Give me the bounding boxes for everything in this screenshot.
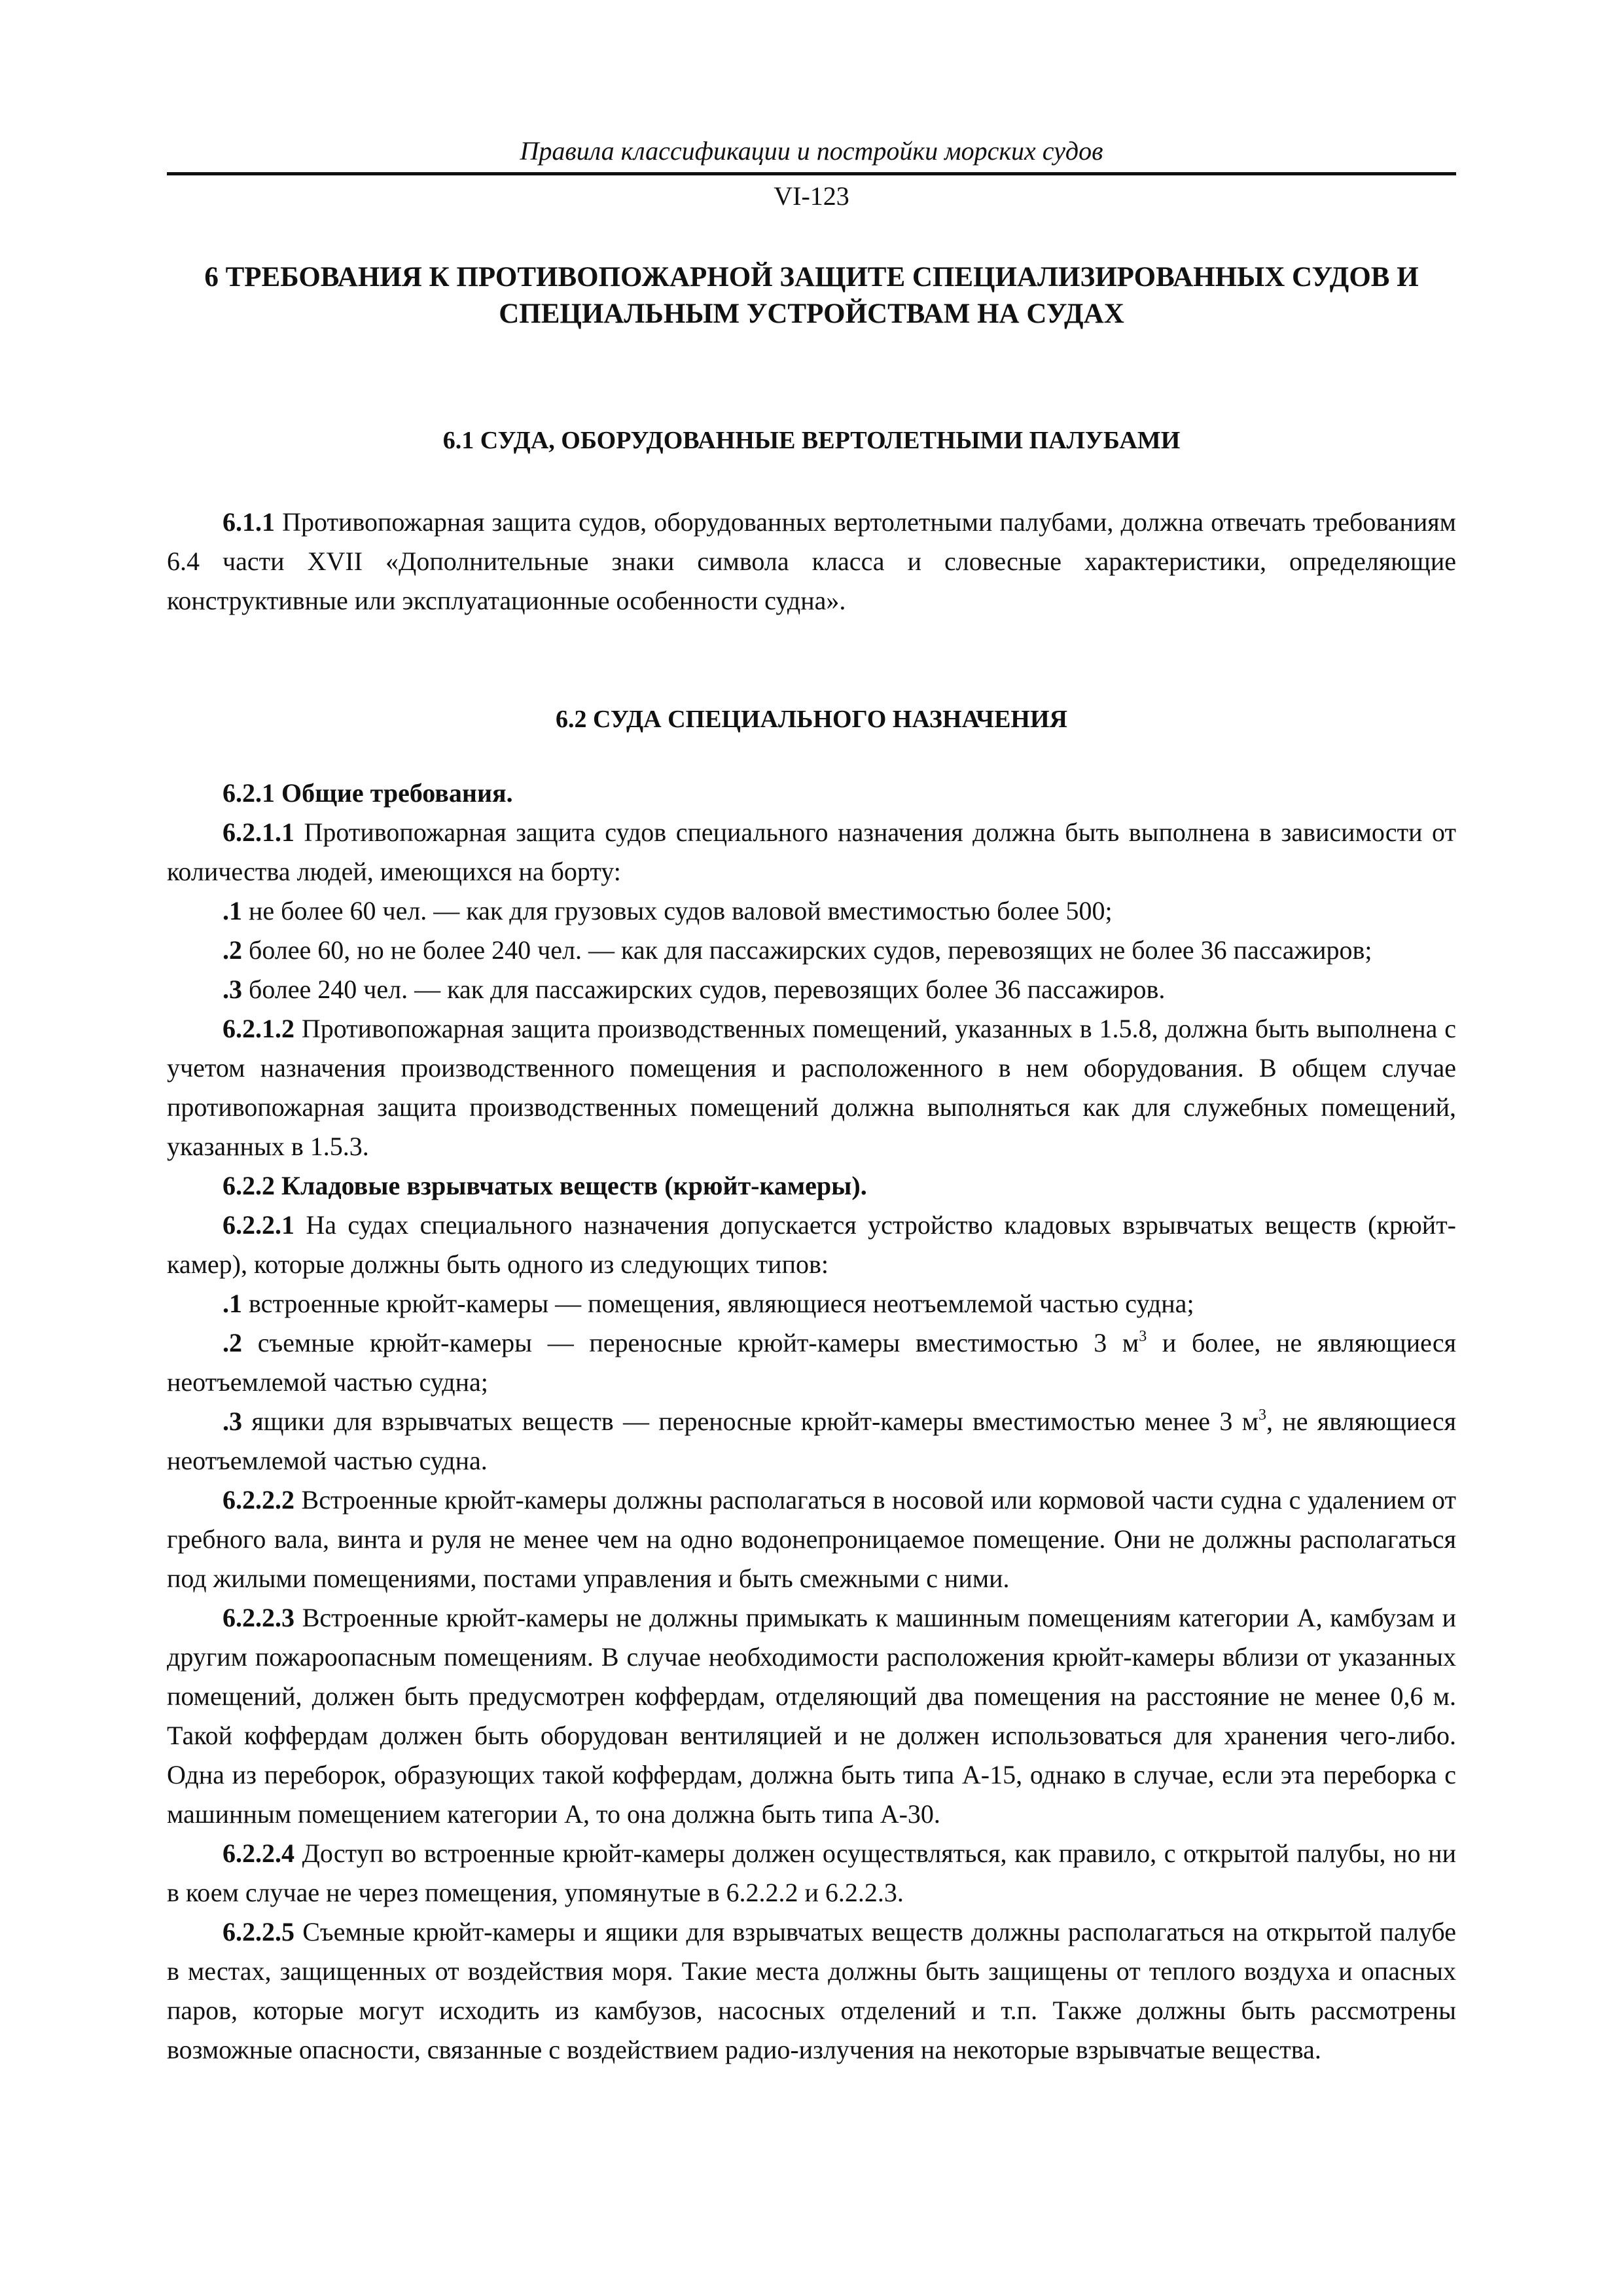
- section-title-6-2: 6.2 СУДА СПЕЦИАЛЬНОГО НАЗНАЧЕНИЯ: [556, 706, 1067, 733]
- paragraph-text: Встроенные крюйт-камеры должны располагаться в носовой или кормовой части судна с удалением от гребного вала, винта и руля не менее чем на одно водонепроницаемое помещение. Они не должны располагаться под жилыми помещениями, постами управления и быть смежными с ними.: [167, 1485, 1456, 1593]
- item-number: .3: [223, 1407, 242, 1436]
- paragraph-text: Встроенные крюйт-камеры не должны примыкать к машинным помещениям категории А, камбузам и другим пожароопасным помещениям. В случае необходимости расположения крюйт-камеры вблизи от указанных помещений, должен быть предусмотрен коффердам, отделяющий два помещения на расстояние не менее 0,6 м. Такой коффердам должен быть оборудован вентиляцией и не должен использоваться для хранения чего-либо. Одна из переборок, образующих такой коффердам, должна быть типа А-15, однако в случае, если эта переборка с машинным помещением категории А, то она должна быть типа А-30.: [167, 1603, 1456, 1829]
- list-item-1: [167, 891, 1456, 931]
- item-text: встроенные крюйт-камеры — помещения, являющиеся неотъемлемой частью судна;: [242, 1289, 1194, 1318]
- list-item-2: [167, 931, 1456, 970]
- paragraph-text: На судах специального назначения допускается устройство кладовых взрывчатых веществ (крюйт-камер), которые должны быть одного из следующих типов:: [167, 1210, 1456, 1279]
- item-number: .2: [223, 935, 242, 965]
- superscript: 3: [1139, 1327, 1147, 1345]
- section-title-6-1: 6.1 СУДА, ОБОРУДОВАННЫЕ ВЕРТОЛЕТНЫМИ ПАЛУБАМИ: [442, 427, 1181, 454]
- page-number: VI-123: [774, 181, 849, 211]
- chapter-title: 6 ТРЕБОВАНИЯ К ПРОТИВОПОЖАРНОЙ ЗАЩИТЕ СПЕЦИАЛИЗИРОВАННЫХ СУДОВ И СПЕЦИАЛЬНЫМ УСТРОЙСТВАМ НА СУДАХ: [204, 262, 1419, 329]
- paragraph-number: 6.2.2.2: [223, 1485, 294, 1515]
- paragraph-6-2-2-3: [167, 1598, 1456, 1834]
- item-text-continued: , не являющиеся неотъемлемой частью судна.: [167, 1407, 1456, 1475]
- paragraph-text: Противопожарная защита производственных помещений, указанных в 1.5.8, должна быть выполнена с учетом назначения производственного помещения и расположенного в нем оборудования. В общем случае противопожарная защита производственных помещений должна выполняться как для служебных помещений, указанных в 1.5.3.: [167, 1014, 1456, 1161]
- paragraph-text: Доступ во встроенные крюйт-камеры должен осуществляться, как правило, с открытой палубы, но ни в коем случае не через помещения, упомянутые в 6.2.2.2 и 6.2.2.3.: [167, 1839, 1456, 1907]
- paragraph-number: 6.1.1: [223, 507, 275, 537]
- paragraph-text: Съемные крюйт-камеры и ящики для взрывчатых веществ должны располагаться на открытой палубе в местах, защищенных от воздействия моря. Такие места должны быть защищены от теплого воздуха и опасных паров, которые могут исходить из камбузов, насосных отделений и т.п. Также должны быть рассмотрены возможные опасности, связанные с воздействием радио-излучения на некоторые взрывчатые вещества.: [167, 1917, 1456, 2064]
- paragraph-6-2-2-1: [167, 1206, 1456, 1284]
- magazine-type-3: [167, 1402, 1456, 1480]
- paragraph-number: 6.2.2.3: [223, 1603, 294, 1632]
- magazine-type-1: [167, 1284, 1456, 1323]
- paragraph-number: 6.2.2.1: [223, 1210, 294, 1240]
- paragraph-number: 6.2.2.4: [223, 1839, 294, 1868]
- item-number: .3: [223, 975, 242, 1004]
- item-text: не более 60 чел. — как для грузовых судов валовой вместимостью более 500;: [242, 896, 1113, 925]
- paragraph-6-2-1-2: [167, 1009, 1456, 1166]
- paragraph-6-2-1-1: [167, 813, 1456, 891]
- document-page: [167, 134, 1456, 2070]
- heading-6-2-2: 6.2.2 Кладовые взрывчатых веществ (крюйт-камеры).: [223, 1171, 867, 1200]
- paragraph-number: 6.2.1.1: [223, 817, 294, 847]
- paragraph-6-2-2-4: [167, 1834, 1456, 1912]
- heading-6-2-1: 6.2.1 Общие требования.: [223, 778, 513, 808]
- paragraph-text: Противопожарная защита судов специального назначения должна быть выполнена в зависимости от количества людей, имеющихся на борту:: [167, 817, 1456, 886]
- item-text: более 240 чел. — как для пассажирских судов, перевозящих более 36 пассажиров.: [242, 975, 1166, 1004]
- paragraph-6-2-2-2: [167, 1480, 1456, 1598]
- paragraph-6-2-2-5: [167, 1912, 1456, 2070]
- item-number: .1: [223, 896, 242, 925]
- item-number: .2: [223, 1328, 242, 1357]
- item-number: .1: [223, 1289, 242, 1318]
- list-item-3: [167, 970, 1456, 1009]
- paragraph-number: 6.2.1.2: [223, 1014, 294, 1043]
- header-rule: [167, 172, 1456, 175]
- superscript: 3: [1258, 1406, 1267, 1424]
- paragraph-number: 6.2.2.5: [223, 1917, 294, 1946]
- item-text: съемные крюйт-камеры — переносные крюйт-камеры вместимостью 3 м: [242, 1328, 1139, 1357]
- paragraph-6-1-1: [167, 503, 1456, 620]
- running-title: Правила классификации и постройки морских судов: [520, 136, 1103, 166]
- magazine-type-2: [167, 1323, 1456, 1402]
- item-text: ящики для взрывчатых веществ — переносные крюйт-камеры вместимостью менее 3 м: [242, 1407, 1259, 1436]
- paragraph-text: Противопожарная защита судов, оборудованных вертолетными палубами, должна отвечать требованиям 6.4 части XVII «Дополнительные знаки символа класса и словесные характеристики, определяющие конструктивные или эксплуатационные особенности судна».: [167, 507, 1456, 615]
- item-text-continued: и более, не являющиеся неотъемлемой частью судна;: [167, 1328, 1457, 1397]
- item-text: более 60, но не более 240 чел. — как для пассажирских судов, перевозящих не более 36 пассажиров;: [242, 935, 1372, 965]
